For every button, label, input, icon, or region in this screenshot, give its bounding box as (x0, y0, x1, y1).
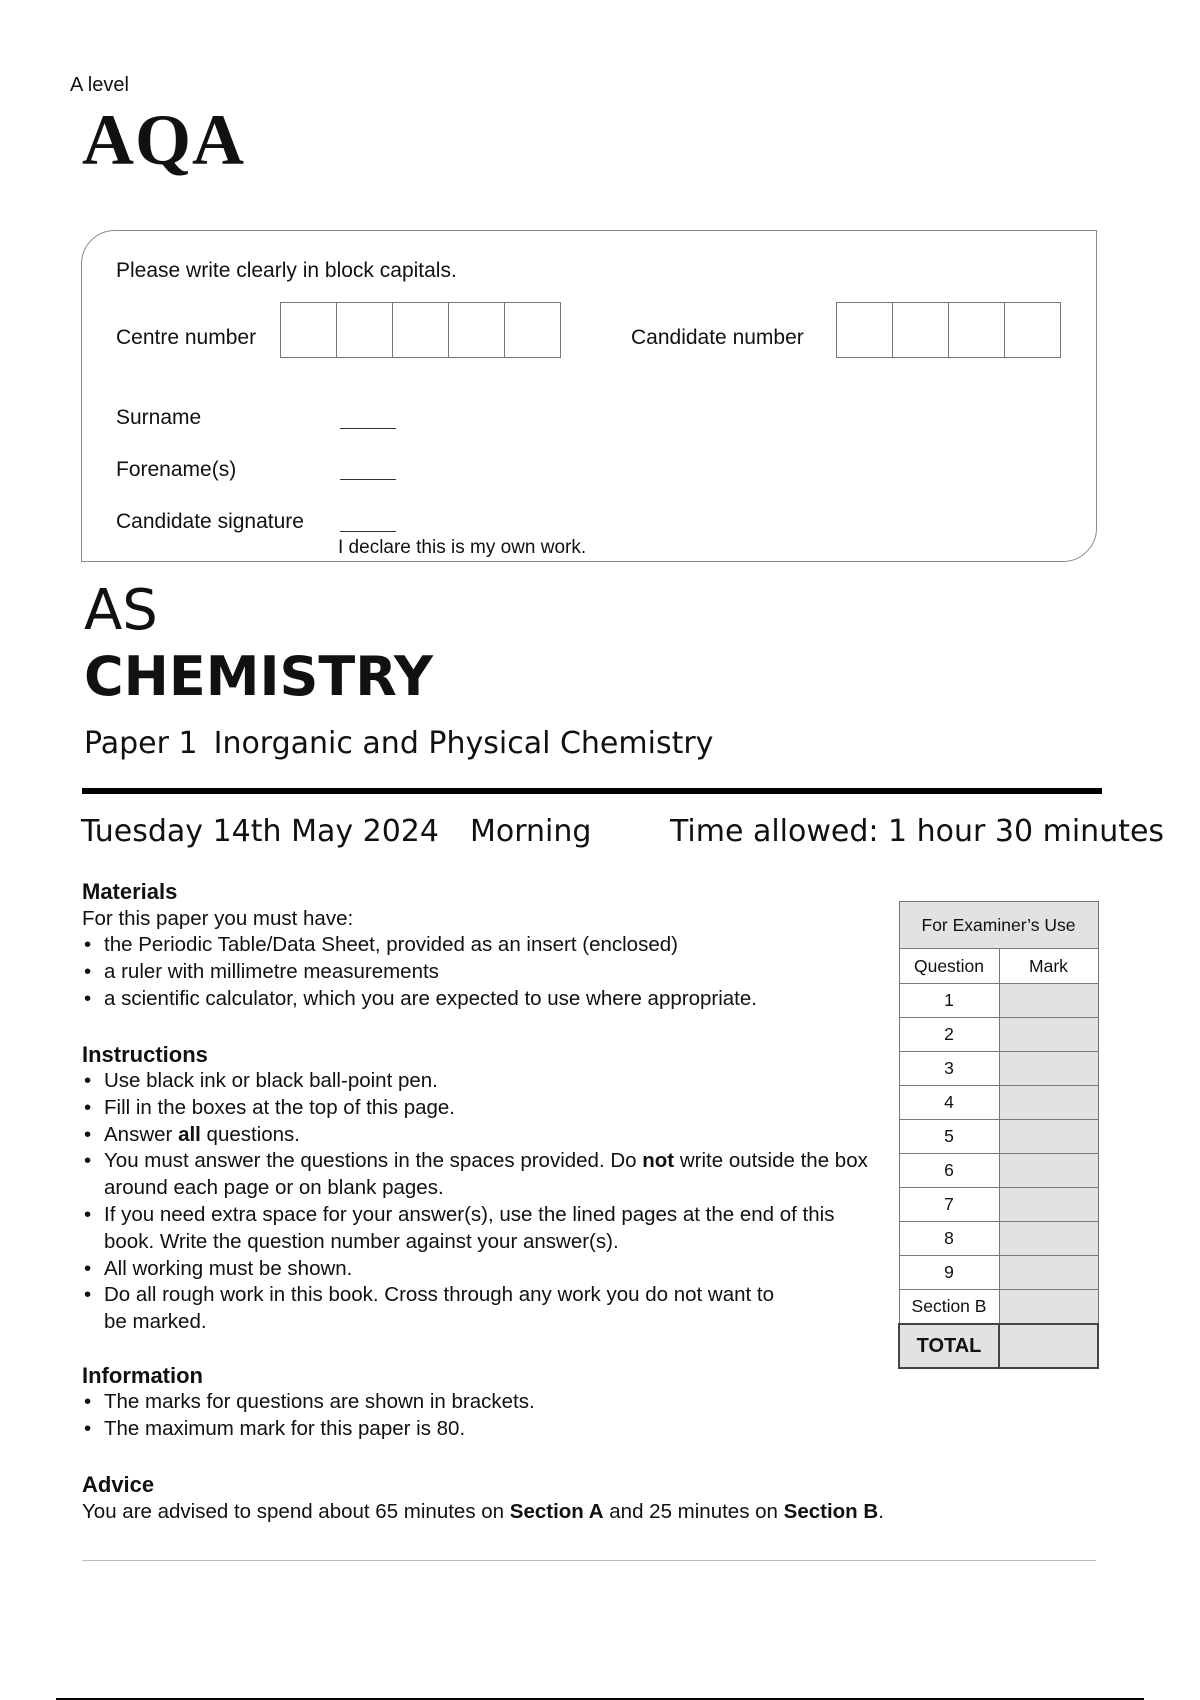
question-number: Section B (899, 1290, 999, 1325)
list-item: • Fill in the boxes at the top of this page. (82, 1095, 872, 1122)
list-item: • Do all rough work in this book. Cross through any work you do not want to be marked. (82, 1282, 872, 1336)
paper-name: Inorganic and Physical Chemistry (213, 726, 714, 761)
question-number: 2 (899, 1018, 999, 1052)
qualification-level: A level (70, 74, 129, 96)
declaration-text: I declare this is my own work. (338, 537, 587, 558)
instructions-list (82, 1068, 872, 1336)
candidate-number-digit-box[interactable] (893, 302, 949, 358)
forenames-field[interactable] (340, 479, 396, 480)
question-number: 5 (899, 1120, 999, 1154)
question-number: 7 (899, 1188, 999, 1222)
information-list (82, 1389, 882, 1443)
mark-cell (999, 1290, 1098, 1325)
mark-cell (999, 1120, 1098, 1154)
centre-number-digit-box[interactable] (281, 302, 337, 358)
exam-session: Morning (470, 814, 592, 849)
time-allowed: Time allowed: 1 hour 30 minutes (670, 814, 1165, 849)
mark-cell (999, 1256, 1098, 1290)
mark-cell (999, 1222, 1098, 1256)
advice-heading: Advice (82, 1472, 155, 1497)
mark-column-header: Mark (999, 949, 1098, 984)
centre-number-digit-box[interactable] (337, 302, 393, 358)
question-number: 4 (899, 1086, 999, 1120)
list-item: • All working must be shown. (82, 1256, 872, 1283)
question-number: 3 (899, 1052, 999, 1086)
question-number: 6 (899, 1154, 999, 1188)
centre-number-digit-box[interactable] (505, 302, 561, 358)
mark-cell (999, 1188, 1098, 1222)
list-item: • a scientific calculator, which you are expected to use where appropriate. (82, 986, 882, 1013)
advice-text: You are advised to spend about 65 minutes on Section A and 25 minutes on Section B. (82, 1500, 884, 1523)
list-item: • The maximum mark for this paper is 80. (82, 1416, 882, 1443)
question-column-header: Question (899, 949, 999, 984)
examiners-use-title: For Examiner’s Use (899, 902, 1098, 949)
materials-list (82, 932, 882, 1012)
list-item: • If you need extra space for your answer(s), use the lined pages at the end of this book. Write the question number against your answer(s). (82, 1202, 872, 1256)
examiners-use-table (898, 901, 1099, 1369)
title-divider (82, 788, 1102, 794)
materials-intro: For this paper you must have: (82, 907, 354, 930)
centre-number-label: Centre number (116, 326, 257, 349)
list-item: • The marks for questions are shown in brackets. (82, 1389, 882, 1416)
mark-cell (999, 984, 1098, 1018)
centre-number-digit-box[interactable] (393, 302, 449, 358)
surname-field[interactable] (340, 428, 396, 429)
materials-heading: Materials (82, 879, 178, 904)
question-number: 1 (899, 984, 999, 1018)
advice-section (82, 1472, 1092, 1525)
centre-number-boxes[interactable] (280, 302, 561, 358)
candidate-number-boxes[interactable] (836, 302, 1061, 358)
candidate-number-digit-box[interactable] (949, 302, 1005, 358)
paper-number: Paper 1 (84, 726, 198, 761)
list-item: • Use black ink or black ball-point pen. (82, 1068, 872, 1095)
list-item: • a ruler with millimetre measurements (82, 959, 882, 986)
total-mark-cell (999, 1324, 1098, 1368)
question-number: 9 (899, 1256, 999, 1290)
mark-cell (999, 1052, 1098, 1086)
instructions-section (82, 1042, 872, 1336)
candidate-signature-label: Candidate signature (116, 510, 304, 533)
subject-title: CHEMISTRY (84, 645, 433, 708)
information-heading: Information (82, 1363, 203, 1388)
qualification-title: AS (84, 578, 158, 643)
paper-title (84, 726, 713, 761)
signature-field[interactable] (340, 531, 396, 532)
candidate-number-digit-box[interactable] (837, 302, 893, 358)
centre-number-digit-box[interactable] (449, 302, 505, 358)
forenames-label: Forename(s) (116, 458, 237, 481)
information-section (82, 1363, 882, 1443)
list-item: • the Periodic Table/Data Sheet, provided as an insert (enclosed) (82, 932, 882, 959)
candidate-number-digit-box[interactable] (1005, 302, 1061, 358)
instructions-heading: Instructions (82, 1042, 208, 1067)
mark-cell (999, 1086, 1098, 1120)
footer-divider (82, 1560, 1096, 1561)
materials-section (82, 879, 882, 1012)
question-number: 8 (899, 1222, 999, 1256)
list-item: • Answer all questions. (82, 1122, 872, 1149)
candidate-number-label: Candidate number (631, 326, 804, 349)
total-label: TOTAL (899, 1324, 999, 1368)
mark-cell (999, 1154, 1098, 1188)
list-item: • You must answer the questions in the spaces provided. Do not write outside the box around each page or on blank pages. (82, 1148, 872, 1202)
block-capitals-instruction: Please write clearly in block capitals. (116, 259, 457, 282)
surname-label: Surname (116, 406, 202, 429)
exam-date: Tuesday 14th May 2024 (81, 814, 439, 849)
aqa-logo: AQA (82, 100, 245, 180)
mark-cell (999, 1018, 1098, 1052)
